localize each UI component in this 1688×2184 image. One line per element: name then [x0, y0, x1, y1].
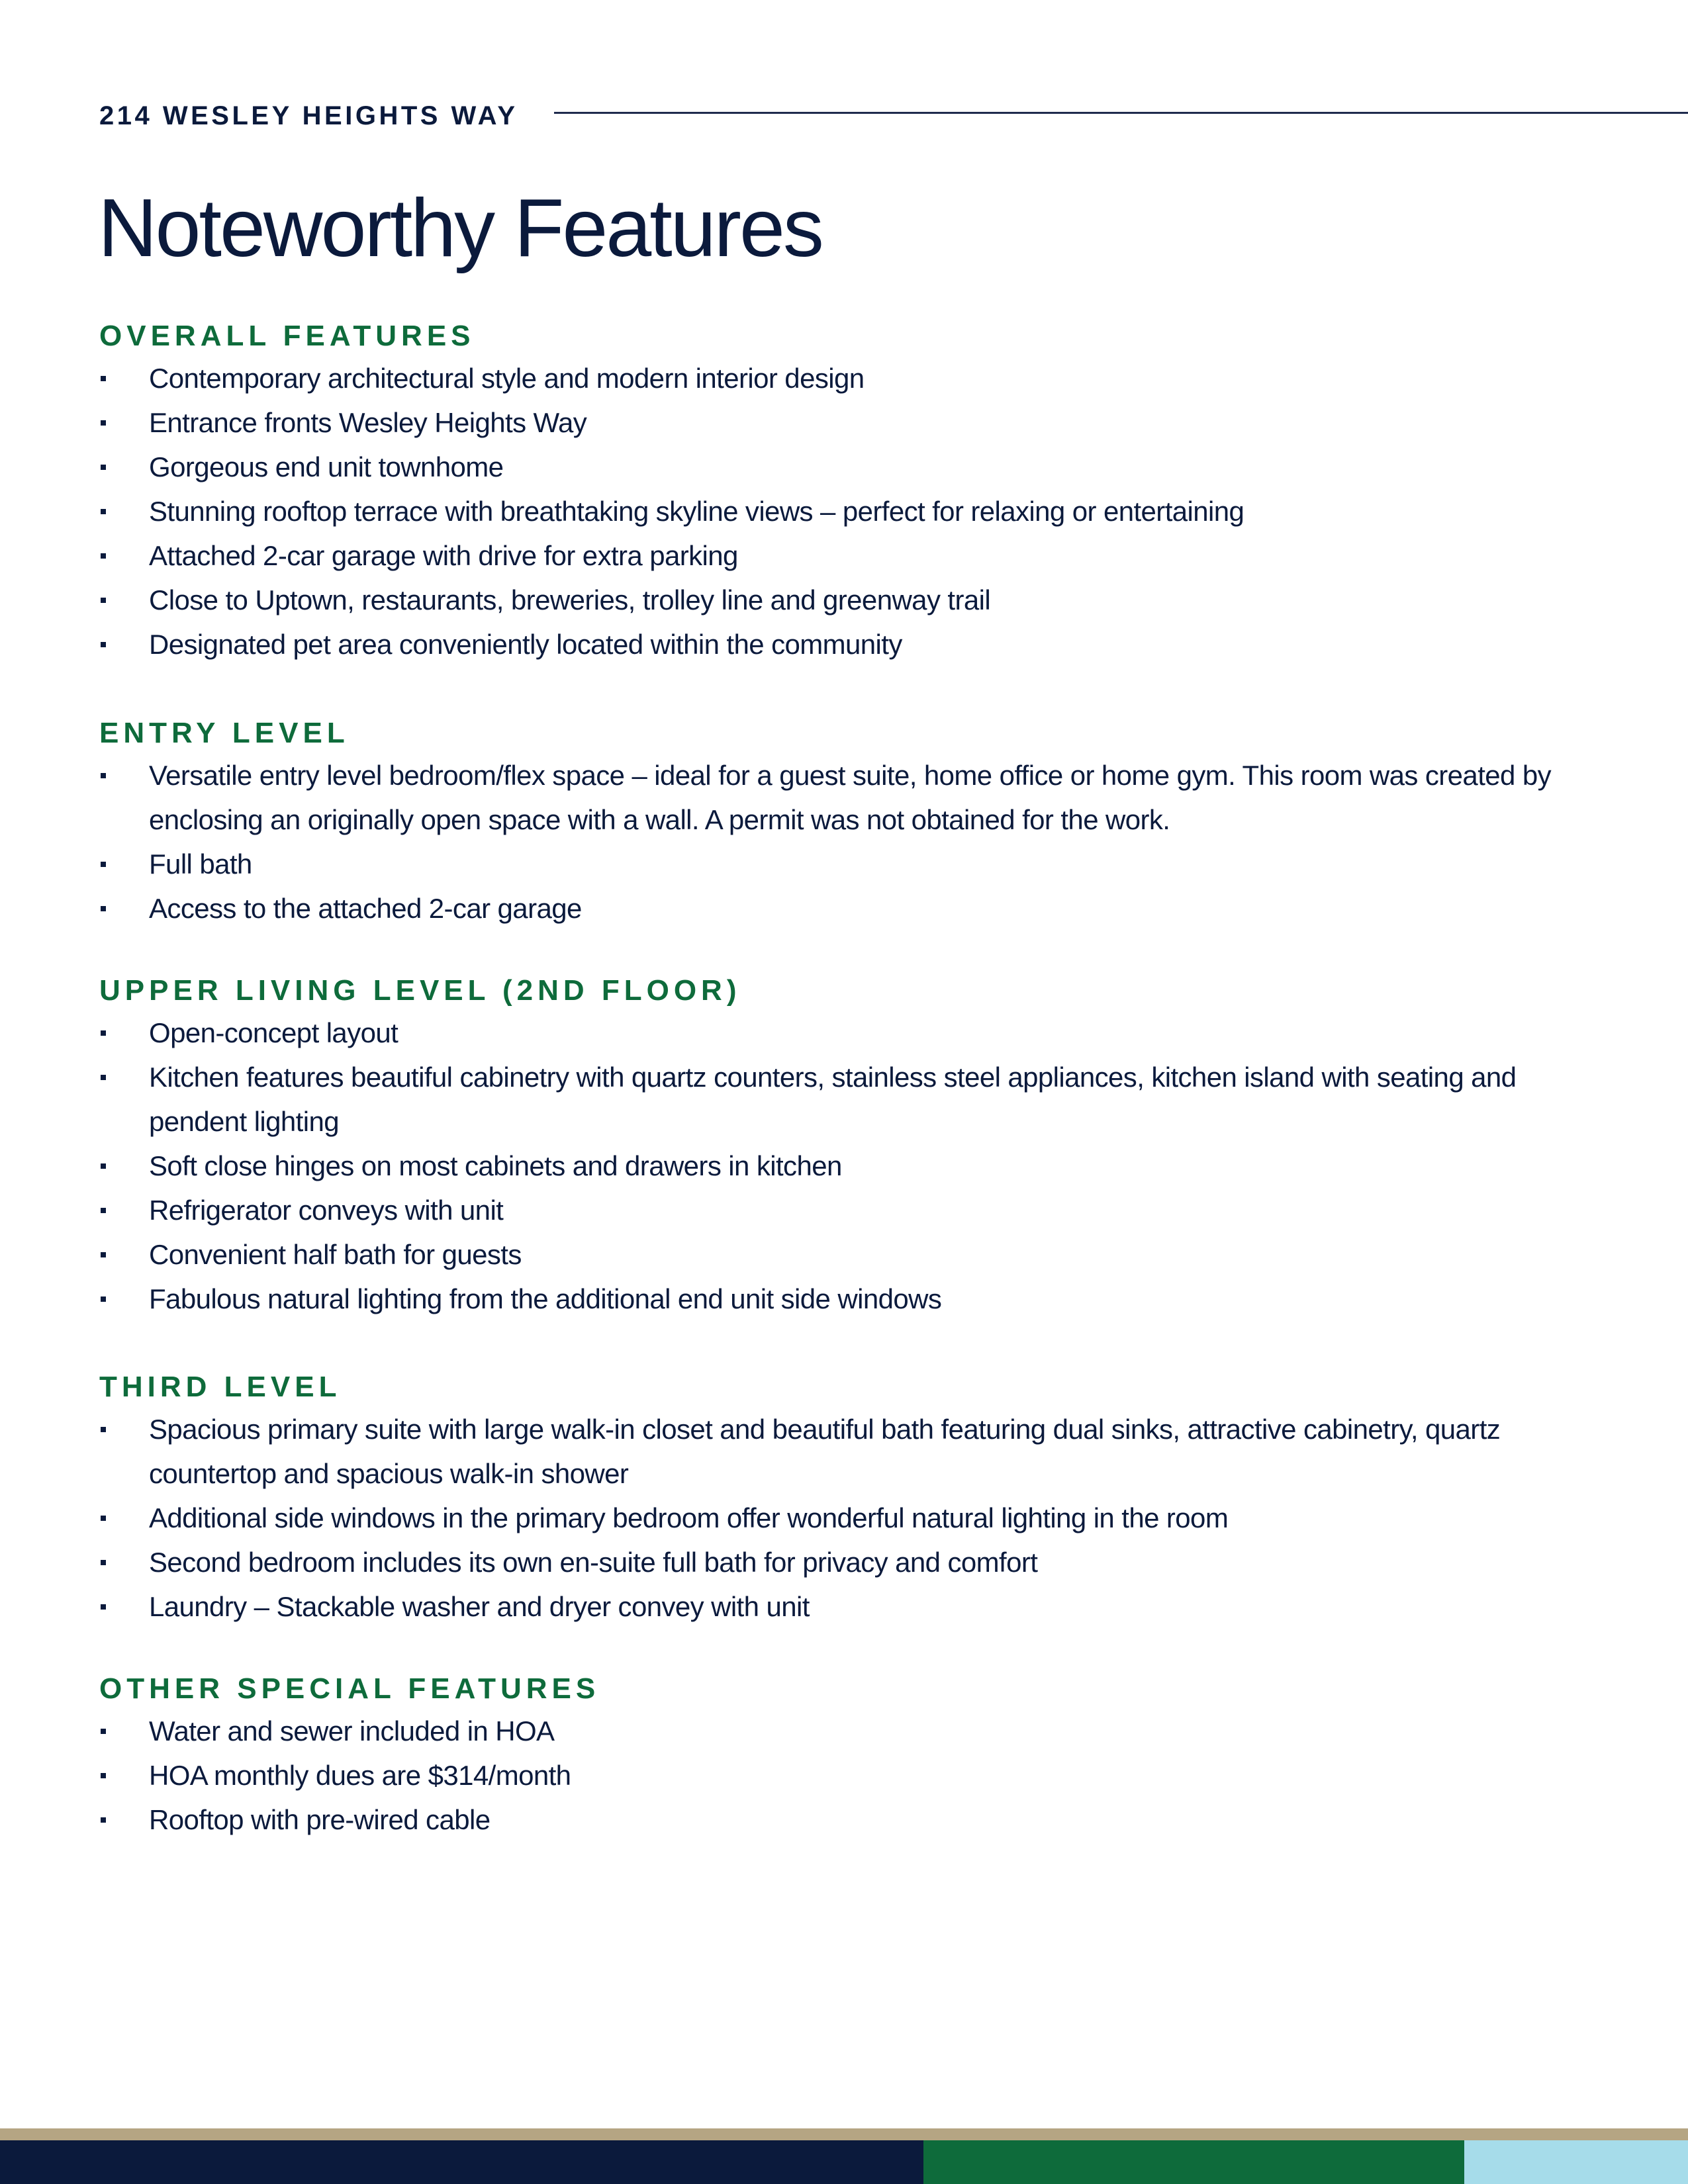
list-item-text: Rooftop with pre-wired cable [149, 1804, 491, 1835]
header-divider [554, 112, 1688, 114]
bullet-icon [101, 1773, 106, 1778]
bullet-icon [101, 1297, 106, 1302]
list-item [99, 1144, 1589, 1188]
feature-list [99, 1407, 1589, 1629]
list-item-text: Contemporary architectural style and modern interior design [149, 363, 865, 394]
list-item [99, 533, 1589, 578]
bullet-icon [101, 1604, 106, 1610]
bullet-icon [101, 1030, 106, 1036]
list-item-text: Full bath [149, 848, 252, 880]
list-item-text: Stunning rooftop terrace with breathtaking skyline views – perfect for relaxing or entertaining [149, 496, 1244, 527]
list-item [99, 578, 1589, 622]
list-item [99, 1753, 1589, 1797]
bullet-icon [101, 553, 106, 559]
section-entry-level [99, 713, 1589, 931]
list-item-text: Attached 2-car garage with drive for extra parking [149, 540, 738, 571]
section-heading: UPPER LIVING LEVEL (2ND FLOOR) [99, 974, 741, 1007]
bullet-icon [101, 1208, 106, 1213]
property-address: 214 WESLEY HEIGHTS WAY [99, 101, 518, 130]
bullet-icon [101, 509, 106, 514]
list-item [99, 1011, 1589, 1055]
list-item [99, 1709, 1589, 1753]
footer-green-band [923, 2140, 1464, 2184]
bullet-icon [101, 465, 106, 470]
bullet-icon [101, 1560, 106, 1565]
bullet-icon [101, 1252, 106, 1257]
section-upper-living-level [99, 971, 1589, 1321]
bullet-icon [101, 642, 106, 647]
list-item-text: Entrance fronts Wesley Heights Way [149, 407, 587, 438]
list-item-text: Kitchen features beautiful cabinetry with quartz counters, stainless steel appliances, kitchen island with seating and pendent lighting [149, 1062, 1517, 1137]
section-third-level [99, 1367, 1589, 1629]
list-item [99, 753, 1589, 842]
list-item [99, 622, 1589, 666]
list-item [99, 489, 1589, 533]
list-item-text: Gorgeous end unit townhome [149, 451, 504, 482]
section-heading: OVERALL FEATURES [99, 320, 475, 352]
document-header [99, 99, 1589, 132]
list-item-text: HOA monthly dues are $314/month [149, 1760, 571, 1791]
list-item-text: Open-concept layout [149, 1017, 399, 1048]
list-item [99, 1055, 1589, 1144]
feature-list [99, 1011, 1589, 1321]
list-item [99, 842, 1589, 886]
bullet-icon [101, 598, 106, 603]
list-item-text: Refrigerator conveys with unit [149, 1195, 504, 1226]
list-item-text: Second bedroom includes its own en-suite full bath for privacy and comfort [149, 1547, 1038, 1578]
page-title: Noteworthy Features [98, 183, 822, 274]
list-item [99, 400, 1589, 445]
bullet-icon [101, 1075, 106, 1080]
footer-light-blue-band [1464, 2140, 1688, 2184]
section-overall-features [99, 316, 1589, 666]
list-item [99, 1277, 1589, 1321]
list-item-text: Soft close hinges on most cabinets and drawers in kitchen [149, 1150, 842, 1181]
list-item-text: Water and sewer included in HOA [149, 1715, 555, 1747]
list-item [99, 1232, 1589, 1277]
list-item-text: Additional side windows in the primary bedroom offer wonderful natural lighting in the room [149, 1502, 1229, 1533]
feature-list [99, 356, 1589, 666]
list-item-text: Laundry – Stackable washer and dryer convey with unit [149, 1591, 810, 1622]
list-item [99, 1496, 1589, 1540]
list-item [99, 1540, 1589, 1584]
list-item [99, 356, 1589, 400]
section-heading: OTHER SPECIAL FEATURES [99, 1672, 600, 1705]
list-item-text: Spacious primary suite with large walk-in closet and beautiful bath featuring dual sinks, attractive cabinetry, quartz countertop and spacious walk-in shower [149, 1414, 1501, 1489]
list-item [99, 1188, 1589, 1232]
list-item-text: Versatile entry level bedroom/flex space – ideal for a guest suite, home office or home gym. This room was created by enclosing an originally open space with a wall. A permit was not obtained for the work. [149, 760, 1552, 835]
list-item [99, 1797, 1589, 1842]
footer-tan-stripe [0, 2128, 1688, 2140]
section-heading: THIRD LEVEL [99, 1371, 342, 1403]
list-item-text: Access to the attached 2-car garage [149, 893, 582, 924]
bullet-icon [101, 1817, 106, 1823]
footer-navy-band [0, 2140, 923, 2184]
list-item-text: Designated pet area conveniently located within the community [149, 629, 902, 660]
list-item-text: Close to Uptown, restaurants, breweries, trolley line and greenway trail [149, 584, 991, 615]
section-heading: ENTRY LEVEL [99, 717, 350, 749]
feature-list [99, 1709, 1589, 1842]
bullet-icon [101, 1427, 106, 1432]
bullet-icon [101, 773, 106, 778]
bullet-icon [101, 1163, 106, 1169]
bullet-icon [101, 1729, 106, 1734]
feature-list [99, 753, 1589, 931]
bullet-icon [101, 420, 106, 426]
list-item [99, 445, 1589, 489]
bullet-icon [101, 376, 106, 381]
bullet-icon [101, 1516, 106, 1521]
list-item-text: Convenient half bath for guests [149, 1239, 522, 1270]
bullet-icon [101, 862, 106, 867]
bullet-icon [101, 906, 106, 911]
section-other-special-features [99, 1669, 1589, 1842]
list-item [99, 1584, 1589, 1629]
list-item-text: Fabulous natural lighting from the additional end unit side windows [149, 1283, 942, 1314]
list-item [99, 1407, 1589, 1496]
list-item [99, 886, 1589, 931]
